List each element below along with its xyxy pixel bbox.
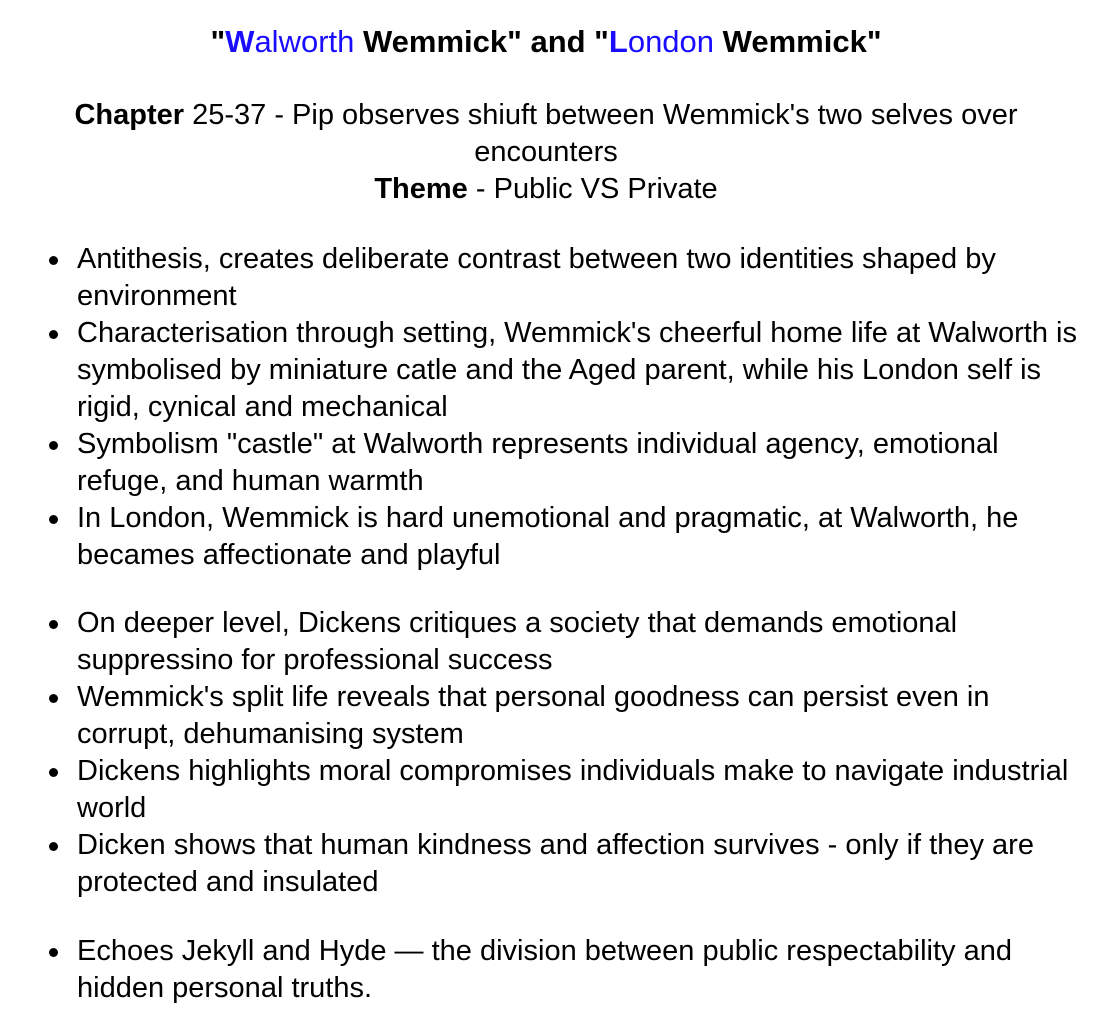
list-item <box>0 500 1107 574</box>
list-item-text: Antithesis, creates deliberate contrast between two identities shaped by environment <box>77 243 996 312</box>
title-walworth-suffix: Wemmick" and " <box>354 24 609 59</box>
list-item <box>0 753 1107 827</box>
bullet-icon <box>49 948 58 957</box>
bullet-icon <box>49 842 58 851</box>
page-title <box>0 22 1092 62</box>
title-quote-open: " <box>210 24 226 59</box>
list-item-text: Symbolism "castle" at Walworth represents individual agency, emotional refuge, and human warmth <box>77 428 999 497</box>
bullet-icon <box>49 515 58 524</box>
title-london-initial: L <box>608 24 628 59</box>
bullet-icon <box>49 694 58 703</box>
bullet-icon <box>49 620 58 629</box>
bullet-list-techniques <box>0 241 1107 574</box>
list-item <box>0 679 1107 753</box>
title-london-suffix: Wemmick" <box>714 24 882 59</box>
list-item-text: On deeper level, Dickens critiques a society that demands emotional suppressino for professional success <box>77 607 958 676</box>
list-item-text: In London, Wemmick is hard unemotional and pragmatic, at Walworth, he becames affectionate and playful <box>77 502 1019 571</box>
list-item <box>0 426 1107 500</box>
list-item-text: Dicken shows that human kindness and affection survives - only if they are protected and insulated <box>77 829 1034 898</box>
chapter-label: Chapter <box>74 99 185 131</box>
chapter-text: 25-37 - Pip observes shiuft between Wemmick's two selves over encounters <box>184 99 1018 168</box>
list-item <box>0 605 1107 679</box>
bullet-icon <box>49 441 58 450</box>
list-item-text: Echoes Jekyll and Hyde — the division between public respectability and hidden personal truths. <box>77 935 1012 1004</box>
list-item-text: Characterisation through setting, Wemmick's cheerful home life at Walworth is symbolised by miniature catle and the Aged parent, while his London self is rigid, cynical and mechanical <box>77 317 1077 423</box>
bullet-icon <box>49 330 58 339</box>
title-walworth-initial: W <box>225 24 255 59</box>
theme-line <box>0 171 1092 208</box>
bullet-list-context <box>0 933 1107 1007</box>
list-item <box>0 933 1107 1007</box>
title-london-rest: ondon <box>627 24 715 59</box>
theme-text: - Public VS Private <box>467 173 718 205</box>
bullet-icon <box>49 256 58 265</box>
title-walworth-rest: alworth <box>254 24 355 59</box>
list-item <box>0 827 1107 901</box>
bullet-icon <box>49 768 58 777</box>
list-item-text: Wemmick's split life reveals that personal goodness can persist even in corrupt, dehumanising system <box>77 681 990 750</box>
list-item <box>0 241 1107 315</box>
chapter-line <box>0 97 1092 171</box>
list-item-text: Dickens highlights moral compromises individuals make to navigate industrial world <box>77 755 1069 824</box>
theme-label: Theme <box>374 173 468 205</box>
list-item <box>0 315 1107 426</box>
intro-block <box>0 97 1092 208</box>
bullet-list-critique <box>0 605 1107 901</box>
